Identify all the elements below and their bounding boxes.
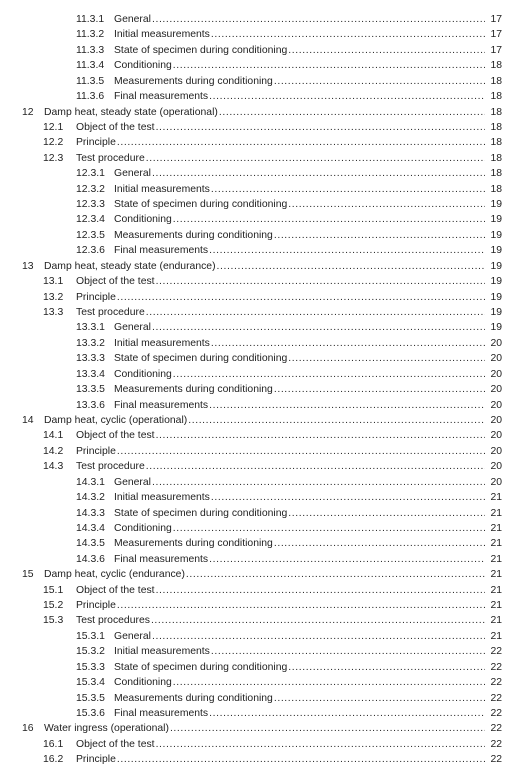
dot-leader: [146, 305, 485, 320]
dot-leader: [211, 27, 485, 42]
toc-entry-number: 15.3.6: [76, 707, 105, 719]
dot-leader: [288, 660, 485, 675]
toc-entry-page-number: 20: [490, 430, 502, 442]
toc-entry-title: Conditioning: [114, 214, 172, 226]
toc-entry-title: Initial measurements: [114, 183, 210, 195]
dot-leader: [173, 58, 485, 73]
dot-leader: [211, 182, 485, 197]
toc-entry[interactable]: [0, 182, 519, 197]
toc-entry-title: Object of the test: [76, 121, 155, 133]
toc-entry-number: 13.1: [43, 276, 64, 288]
toc-entry[interactable]: [0, 444, 519, 459]
dot-leader: [173, 212, 485, 227]
toc-entry-number: 11.3.3: [76, 44, 105, 56]
toc-entry[interactable]: [0, 274, 519, 289]
dot-leader: [170, 721, 485, 736]
toc-entry-title: State of specimen during conditioning: [114, 661, 288, 673]
dot-leader: [209, 243, 485, 258]
toc-entry-number: 13.3: [43, 307, 64, 319]
toc-entry-title: Water ingress (operational): [44, 723, 169, 735]
toc-entry-number: 14.3: [43, 461, 64, 473]
dot-leader: [274, 74, 485, 89]
toc-entry-number: 16.1: [43, 738, 64, 750]
dot-leader: [209, 89, 485, 104]
dot-leader: [156, 737, 485, 752]
toc-entry[interactable]: [0, 536, 519, 551]
dot-leader: [288, 351, 485, 366]
toc-entry-page-number: 21: [490, 600, 502, 612]
toc-entry-title: Measurements during conditioning: [114, 229, 273, 241]
dot-leader: [209, 706, 485, 721]
toc-entry-number: 13.3.1: [76, 322, 105, 334]
toc-entry[interactable]: [0, 644, 519, 659]
toc-entry[interactable]: [0, 243, 519, 258]
toc-entry-title: Test procedure: [76, 307, 145, 319]
toc-entry[interactable]: [0, 120, 519, 135]
toc-entry-number: 14.2: [43, 445, 64, 457]
dot-leader: [217, 259, 485, 274]
dot-leader: [209, 552, 485, 567]
toc-entry-title: Measurements during conditioning: [114, 692, 273, 704]
toc-entry-title: Conditioning: [114, 368, 172, 380]
toc-entry-page-number: 21: [490, 615, 502, 627]
toc-entry-page-number: 19: [490, 307, 502, 319]
toc-entry-title: Measurements during conditioning: [114, 538, 273, 550]
toc-entry[interactable]: [0, 629, 519, 644]
toc-entry-title: Object of the test: [76, 584, 155, 596]
toc-entry-number: 11.3.4: [76, 60, 105, 72]
toc-entry-number: 11.3.1: [76, 14, 105, 25]
toc-entry[interactable]: [0, 459, 519, 474]
toc-entry-number: 13.3.4: [76, 368, 105, 380]
toc-entry-page-number: 18: [490, 121, 502, 133]
toc-entry-title: Conditioning: [114, 60, 172, 72]
toc-entry[interactable]: [0, 552, 519, 567]
toc-entry-number: 12.3.6: [76, 245, 105, 257]
toc-entry-number: 12.3.2: [76, 183, 105, 195]
dot-leader: [188, 413, 485, 428]
toc-entry-title: Test procedure: [76, 461, 145, 473]
toc-entry-page-number: 20: [490, 399, 502, 411]
toc-entry-page-number: 18: [490, 60, 502, 72]
toc-entry-page-number: 20: [490, 384, 502, 396]
toc-entry-title: Final measurements: [114, 399, 209, 411]
dot-leader: [186, 567, 485, 582]
toc-entry-number: 14.3.5: [76, 538, 105, 550]
toc-entry[interactable]: [0, 598, 519, 613]
toc-entry-page-number: 17: [490, 44, 502, 56]
toc-entry-number: 14.3.2: [76, 492, 105, 504]
toc-entry[interactable]: [0, 660, 519, 675]
toc-entry-title: State of specimen during conditioning: [114, 44, 288, 56]
toc-entry-page-number: 19: [490, 291, 502, 303]
toc-entry-number: 12.3.4: [76, 214, 105, 226]
toc-entry-title: General: [114, 630, 151, 642]
toc-entry-title: Final measurements: [114, 245, 209, 257]
toc-entry-number: 11.3.2: [76, 29, 105, 41]
toc-entry-title: General: [114, 14, 151, 25]
toc-entry[interactable]: [0, 58, 519, 73]
toc-entry-title: Damp heat, steady state (endurance): [44, 260, 216, 272]
toc-entry-number: 14.3.6: [76, 553, 105, 565]
toc-entry-page-number: 20: [490, 461, 502, 473]
toc-entry-page-number: 22: [490, 723, 502, 735]
toc-entry-page-number: 18: [490, 168, 502, 180]
toc-entry[interactable]: [0, 197, 519, 212]
toc-entry-title: Initial measurements: [114, 337, 210, 349]
toc-entry-page-number: 21: [490, 584, 502, 596]
toc-entry[interactable]: [0, 675, 519, 690]
toc-entry-number: 13.2: [43, 291, 64, 303]
toc-entry[interactable]: [0, 305, 519, 320]
toc-entry-page-number: 18: [490, 152, 502, 164]
toc-entry[interactable]: [0, 367, 519, 382]
dot-leader: [288, 197, 485, 212]
toc-entry-page-number: 21: [490, 569, 502, 581]
toc-entry-number: 12: [22, 106, 34, 118]
toc-entry-page-number: 18: [490, 137, 502, 149]
dot-leader: [156, 120, 485, 135]
toc-entry[interactable]: [0, 398, 519, 413]
toc-entry[interactable]: [0, 212, 519, 227]
toc-entry-title: Initial measurements: [114, 492, 210, 504]
dot-leader: [152, 12, 485, 27]
toc-entry-page-number: 20: [490, 337, 502, 349]
toc-entry-page-number: 17: [490, 29, 502, 41]
toc-entry-page-number: 17: [490, 14, 502, 25]
dot-leader: [117, 444, 485, 459]
toc-entry[interactable]: [0, 583, 519, 598]
toc-entry-number: 15.2: [43, 600, 64, 612]
dot-leader: [156, 274, 485, 289]
toc-entry[interactable]: [0, 166, 519, 181]
toc-entry-title: State of specimen during conditioning: [114, 199, 288, 211]
toc-entry[interactable]: [0, 151, 519, 166]
dot-leader: [117, 290, 485, 305]
toc-entry[interactable]: [0, 336, 519, 351]
toc-entry[interactable]: [0, 135, 519, 150]
toc-entry[interactable]: [0, 413, 519, 428]
toc-entry-title: General: [114, 476, 151, 488]
toc-entry-title: Final measurements: [114, 91, 209, 103]
toc-entry-page-number: 19: [490, 260, 502, 272]
dot-leader: [274, 691, 485, 706]
toc-entry-number: 12.3.5: [76, 229, 105, 241]
toc-entry-number: 12.3: [43, 152, 64, 164]
toc-entry[interactable]: [0, 475, 519, 490]
dot-leader: [152, 475, 485, 490]
toc-entry[interactable]: [0, 567, 519, 582]
toc-entry-title: Damp heat, cyclic (operational): [44, 414, 188, 426]
table-of-contents: [0, 12, 519, 768]
toc-entry-page-number: 19: [490, 276, 502, 288]
toc-entry[interactable]: [0, 74, 519, 89]
toc-entry-number: 12.3.1: [76, 168, 105, 180]
toc-entry-title: Final measurements: [114, 707, 209, 719]
toc-entry-number: 14.3.4: [76, 522, 105, 534]
dot-leader: [173, 675, 485, 690]
dot-leader: [156, 583, 485, 598]
toc-entry-number: 11.3.5: [76, 75, 105, 87]
toc-entry-page-number: 22: [490, 692, 502, 704]
toc-entry-number: 13.3.5: [76, 384, 105, 396]
toc-entry-number: 16.2: [43, 754, 64, 766]
toc-entry-title: Final measurements: [114, 553, 209, 565]
toc-entry-page-number: 22: [490, 661, 502, 673]
toc-entry-number: 15.1: [43, 584, 64, 596]
toc-entry-number: 15.3.1: [76, 630, 105, 642]
dot-leader: [288, 506, 485, 521]
toc-entry-number: 14: [22, 414, 34, 426]
toc-entry-page-number: 18: [490, 183, 502, 195]
toc-entry-number: 15.3.2: [76, 646, 105, 658]
toc-entry[interactable]: [0, 89, 519, 104]
toc-entry-title: Damp heat, steady state (operational): [44, 106, 218, 118]
toc-entry-title: Test procedures: [76, 615, 150, 627]
toc-entry-page-number: 18: [490, 91, 502, 103]
toc-entry-page-number: 22: [490, 707, 502, 719]
toc-entry-title: Conditioning: [114, 677, 172, 689]
toc-entry[interactable]: [0, 105, 519, 120]
toc-entry-page-number: 21: [490, 492, 502, 504]
toc-entry-title: General: [114, 322, 151, 334]
toc-entry[interactable]: [0, 351, 519, 366]
toc-entry[interactable]: [0, 752, 519, 767]
toc-entry-page-number: 22: [490, 646, 502, 658]
toc-entry-title: General: [114, 168, 151, 180]
toc-entry-number: 14.3.3: [76, 507, 105, 519]
toc-entry[interactable]: [0, 521, 519, 536]
toc-entry-number: 15.3.4: [76, 677, 105, 689]
toc-entry[interactable]: [0, 428, 519, 443]
dot-leader: [288, 43, 485, 58]
dot-leader: [152, 166, 485, 181]
toc-entry-page-number: 19: [490, 199, 502, 211]
toc-entry-number: 13.3.2: [76, 337, 105, 349]
dot-leader: [211, 336, 485, 351]
toc-entry-number: 12.1: [43, 121, 64, 133]
toc-entry-page-number: 19: [490, 229, 502, 241]
toc-entry-page-number: 21: [490, 507, 502, 519]
toc-entry[interactable]: [0, 259, 519, 274]
toc-entry[interactable]: [0, 27, 519, 42]
dot-leader: [173, 521, 485, 536]
toc-entry[interactable]: [0, 382, 519, 397]
toc-entry[interactable]: [0, 290, 519, 305]
toc-entry-page-number: 20: [490, 368, 502, 380]
toc-entry-title: Principle: [76, 445, 116, 457]
toc-entry-title: Object of the test: [76, 276, 155, 288]
dot-leader: [152, 629, 485, 644]
toc-entry[interactable]: [0, 12, 519, 27]
toc-entry-number: 16: [22, 723, 34, 735]
toc-entry-page-number: 18: [490, 106, 502, 118]
dot-leader: [173, 367, 485, 382]
toc-entry-title: Principle: [76, 137, 116, 149]
toc-entry-number: 13.3.3: [76, 353, 105, 365]
toc-entry[interactable]: [0, 320, 519, 335]
dot-leader: [274, 382, 485, 397]
toc-entry-number: 13.3.6: [76, 399, 105, 411]
toc-entry-title: Initial measurements: [114, 29, 210, 41]
toc-entry-title: Principle: [76, 291, 116, 303]
toc-entry[interactable]: [0, 43, 519, 58]
toc-entry-page-number: 19: [490, 214, 502, 226]
toc-entry-number: 15.3: [43, 615, 64, 627]
toc-entry-title: Initial measurements: [114, 646, 210, 658]
toc-entry[interactable]: [0, 706, 519, 721]
dot-leader: [274, 536, 485, 551]
dot-leader: [211, 644, 485, 659]
toc-entry-number: 11.3.6: [76, 91, 105, 103]
toc-entry-page-number: 20: [490, 476, 502, 488]
toc-entry-title: Test procedure: [76, 152, 145, 164]
toc-entry[interactable]: [0, 721, 519, 736]
dot-leader: [117, 752, 485, 767]
dot-leader: [146, 151, 485, 166]
toc-entry-page-number: 21: [490, 553, 502, 565]
dot-leader: [274, 228, 485, 243]
toc-entry-title: Object of the test: [76, 430, 155, 442]
toc-entry-page-number: 22: [490, 677, 502, 689]
toc-entry[interactable]: [0, 737, 519, 752]
toc-entry-number: 13: [22, 260, 34, 272]
toc-entry-title: Principle: [76, 754, 116, 766]
toc-entry-title: Object of the test: [76, 738, 155, 750]
dot-leader: [152, 320, 485, 335]
toc-entry-title: Measurements during conditioning: [114, 384, 273, 396]
dot-leader: [219, 105, 485, 120]
dot-leader: [117, 135, 485, 150]
toc-entry-page-number: 21: [490, 630, 502, 642]
toc-entry-page-number: 20: [490, 414, 502, 426]
dot-leader: [146, 459, 485, 474]
toc-entry-page-number: 20: [490, 353, 502, 365]
toc-entry-page-number: 19: [490, 245, 502, 257]
toc-entry-title: Conditioning: [114, 522, 172, 534]
toc-entry-number: 15.3.3: [76, 661, 105, 673]
toc-entry[interactable]: [0, 613, 519, 628]
toc-entry-number: 14.1: [43, 430, 64, 442]
toc-entry-page-number: 22: [490, 738, 502, 750]
dot-leader: [156, 428, 485, 443]
dot-leader: [151, 613, 485, 628]
toc-entry[interactable]: [0, 490, 519, 505]
toc-entry-title: Measurements during conditioning: [114, 75, 273, 87]
toc-entry-title: State of specimen during conditioning: [114, 353, 288, 365]
toc-entry-page-number: 21: [490, 538, 502, 550]
toc-entry-page-number: 18: [490, 75, 502, 87]
toc-entry[interactable]: [0, 691, 519, 706]
toc-entry-page-number: 22: [490, 754, 502, 766]
toc-entry-number: 15: [22, 569, 34, 581]
toc-entry-number: 12.2: [43, 137, 64, 149]
toc-entry[interactable]: [0, 228, 519, 243]
dot-leader: [209, 398, 485, 413]
toc-entry-title: State of specimen during conditioning: [114, 507, 288, 519]
toc-entry-title: Principle: [76, 600, 116, 612]
dot-leader: [211, 490, 485, 505]
toc-entry-number: 14.3.1: [76, 476, 105, 488]
toc-entry-page-number: 19: [490, 322, 502, 334]
toc-entry[interactable]: [0, 506, 519, 521]
toc-entry-page-number: 20: [490, 445, 502, 457]
toc-entry-title: Damp heat, cyclic (endurance): [44, 569, 185, 581]
toc-entry-number: 15.3.5: [76, 692, 105, 704]
toc-entry-number: 12.3.3: [76, 199, 105, 211]
dot-leader: [117, 598, 485, 613]
toc-entry-page-number: 21: [490, 522, 502, 534]
